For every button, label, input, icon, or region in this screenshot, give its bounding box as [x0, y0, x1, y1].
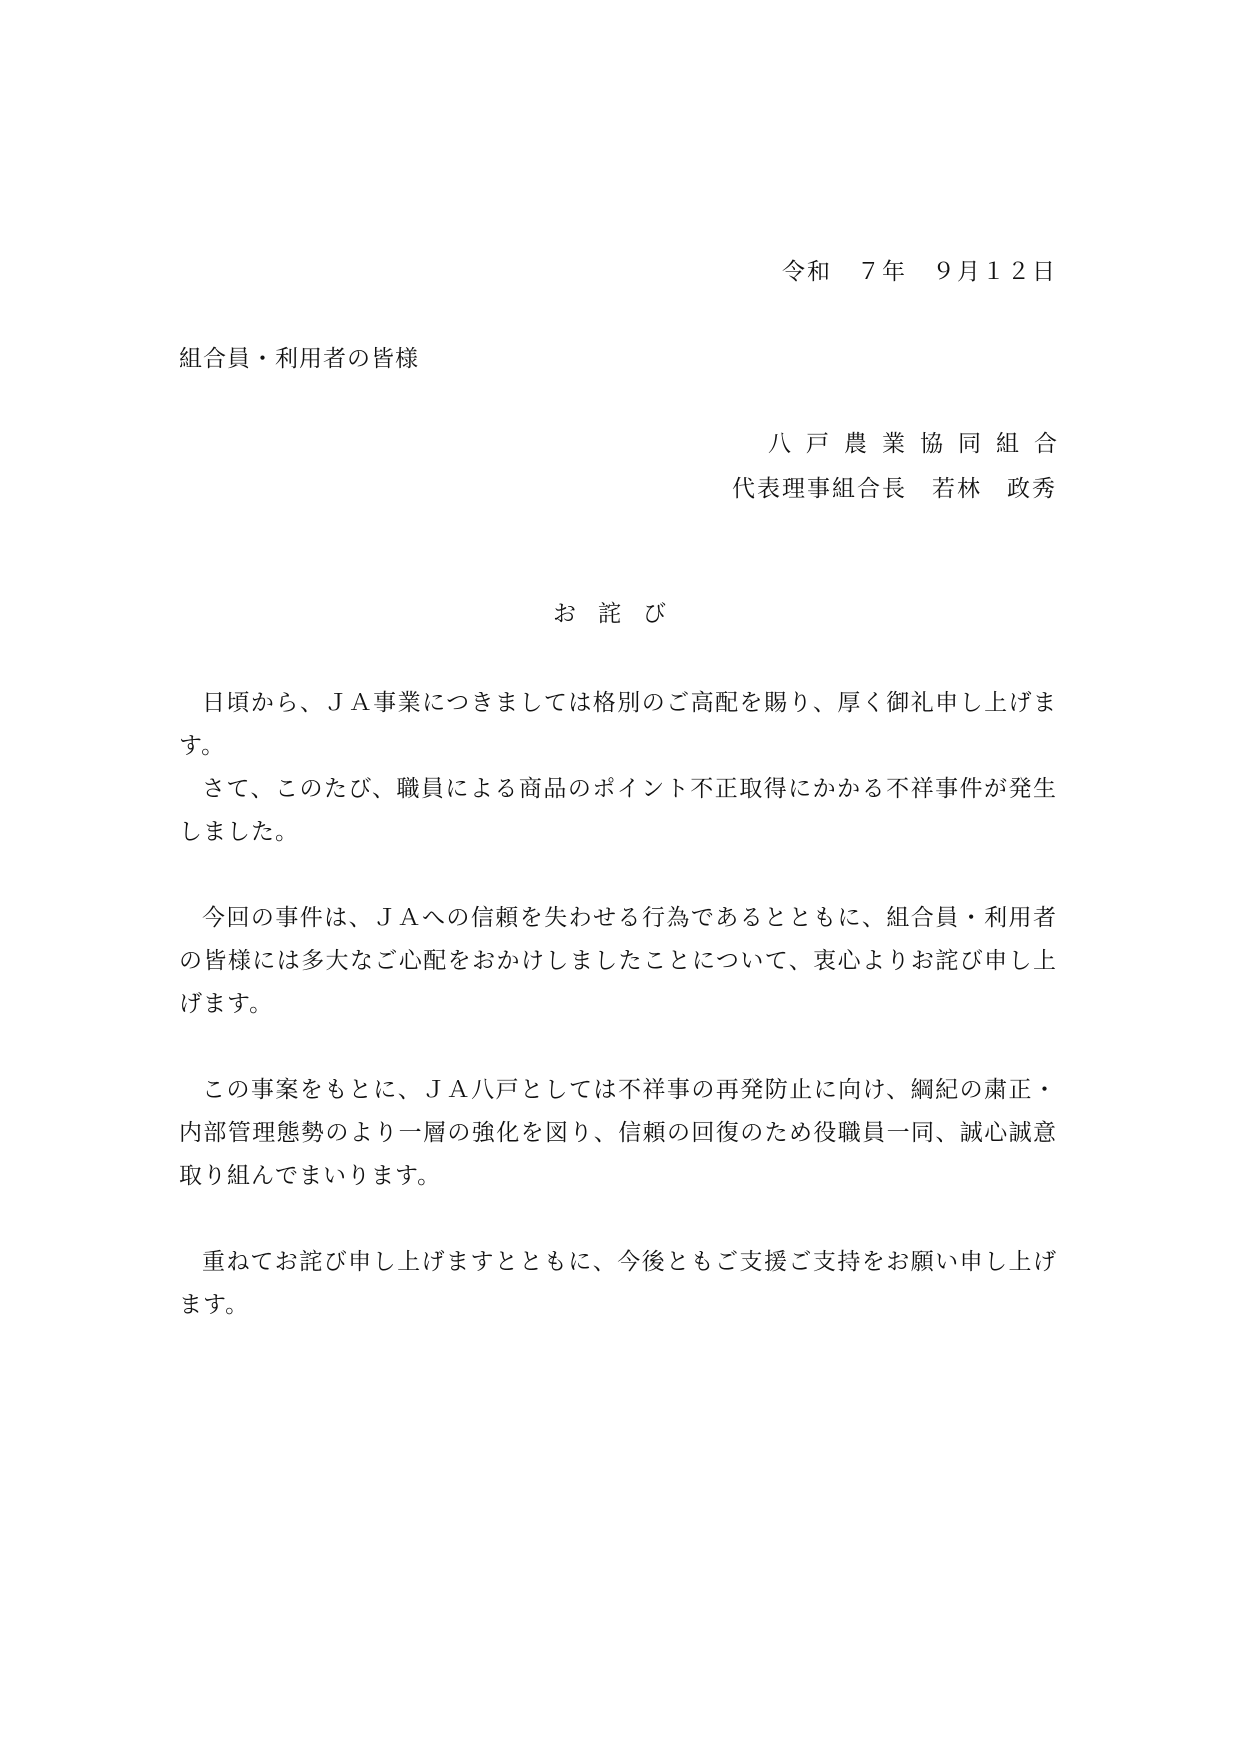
paragraph-5 [179, 1241, 1057, 1327]
paragraph-4 [179, 1069, 1057, 1198]
document-date: 令和 ７年 ９月１２日 [782, 259, 1057, 285]
sender-organization: 八戸農業協同組合 [768, 431, 1072, 457]
document-title: お詫び [553, 601, 688, 627]
paragraph-text: 重ねてお詫び申し上げますとともに、今後ともご支援ご支持をお願い申し上げます。 [179, 1249, 1057, 1318]
paragraph-2 [179, 768, 1057, 854]
addressee: 組合員・利用者の皆様 [179, 346, 419, 372]
paragraph-text: さて、このたび、職員による商品のポイント不正取得にかかる不祥事件が発生しました。 [179, 776, 1057, 845]
sender-representative: 代表理事組合長 若林 政秀 [732, 476, 1057, 502]
paragraph-text: 日頃から、ＪＡ事業につきましては格別のご高配を賜り、厚く御礼申し上げます。 [179, 690, 1057, 759]
paragraph-text: この事案をもとに、ＪＡ八戸としては不祥事の再発防止に向け、綱紀の粛正・内部管理態勢のより一層の強化を図り、信頼の回復のため役職員一同、誠心誠意取り組んでまいります。 [179, 1077, 1058, 1189]
paragraph-3 [179, 897, 1057, 1026]
paragraph-text: 今回の事件は、ＪＡへの信頼を失わせる行為であるとともに、組合員・利用者の皆様には多大なご心配をおかけしましたことについて、衷心よりお詫び申し上げます。 [179, 905, 1057, 1017]
paragraph-1 [179, 682, 1057, 768]
